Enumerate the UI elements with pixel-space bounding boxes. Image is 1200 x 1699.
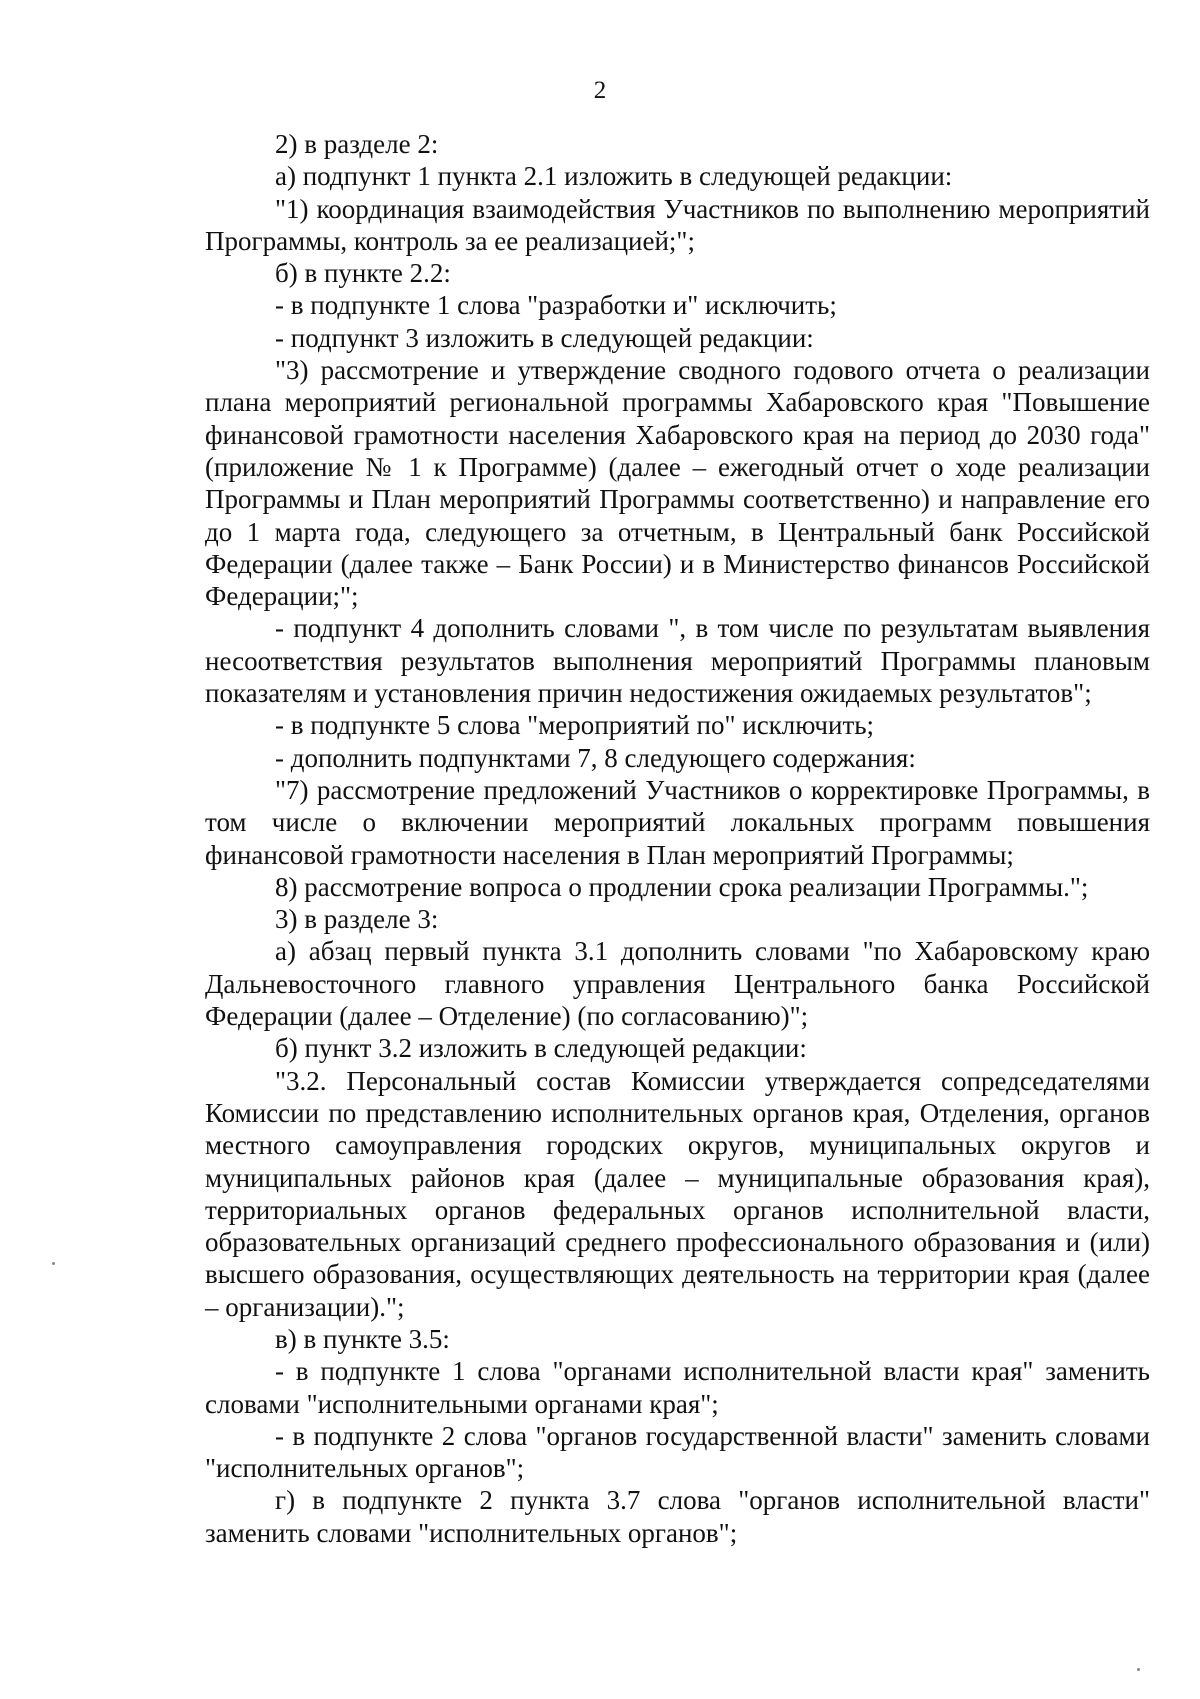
page-number: 2 [593, 77, 607, 104]
paragraph-item: 3) в разделе 3: [275, 904, 439, 935]
paragraph-item: "7) рассмотрение предложений Участников о корректировке Программы, в том числе о включении мероприятий локальных программ повышения финансовой грамотности населения в План мероприятий Программы; [205, 774, 1150, 870]
paragraph-item: - дополнить подпунктами 7, 8 следующего содержания: [275, 742, 916, 773]
paragraph-item: - подпункт 4 дополнить словами ", в том числе по результатам выявления несоответствия результатов выполнения мероприятий Программы плановым показателям и установления причин недостижения ожидаемых результатов"; [205, 613, 1150, 709]
paragraph-item: 8) рассмотрение вопроса о продлении срока реализации Программы."; [275, 871, 1089, 902]
paragraph-item: "3.2. Персональный состав Комиссии утверждается сопредседателями Комиссии по представлению исполнительных органов края, Отделения, органов местного самоуправления городских округов, муниципальных округов и муниципальных районов края (далее – муниципальные образования края), территориальных органов федеральных органов исполнительной власти, образовательных организаций среднего профессионального образования и (или) высшего образования, осуществляющих деятельность на территории края (далее – организации)."; [205, 1065, 1150, 1322]
paragraph-item: г) в подпункте 2 пункта 3.7 слова "органов исполнительной власти" заменить словами "исполнительных органов"; [205, 1485, 1150, 1548]
paragraph-item: "3) рассмотрение и утверждение сводного годового отчета о реализации плана мероприятий региональной программы Хабаровского края "Повышение финансовой грамотности населения Хабаровского края на период до 2030 года" (приложение № 1 к Программе) (далее – ежегодный отчет о ходе реализации Программы и План мероприятий Программы соответственно) и направление его до 1 марта года, следующего за отчетным, в Центральный банк Российской Федерации (далее также – Банк России) и в Министерство финансов Российской Федерации;"; [205, 355, 1150, 612]
scan-speck [1137, 1668, 1140, 1671]
paragraph-item: 2) в разделе 2: [275, 129, 439, 159]
paragraph-item: б) пункт 3.2 изложить в следующей редакции: [275, 1033, 807, 1064]
paragraph-item: - в подпункте 1 слова "разработки и" исключить; [275, 290, 837, 321]
paragraph-item: б) в пункте 2.2: [275, 258, 451, 289]
paragraph-item: "1) координация взаимодействия Участников по выполнению мероприятий Программы, контроль за ее реализацией;"; [205, 193, 1150, 256]
paragraph-item: - подпункт 3 изложить в следующей редакции: [275, 322, 814, 353]
paragraph-item: в) в пункте 3.5: [275, 1323, 450, 1354]
paragraph-item: - в подпункте 2 слова "органов государственной власти" заменить словами "исполнительных органов"; [205, 1420, 1150, 1484]
scan-speck [52, 1262, 55, 1265]
document-body [205, 128, 1150, 1549]
paragraph-item: - в подпункте 5 слова "мероприятий по" исключить; [275, 710, 875, 741]
paragraph-item: а) подпункт 1 пункта 2.1 изложить в следующей редакции: [275, 161, 953, 192]
paragraph-item: а) абзац первый пункта 3.1 дополнить словами "по Хабаровскому краю Дальневосточного главного управления Центрального банка Российской Федерации (далее – Отделение) (по согласованию)"; [205, 936, 1150, 1032]
paragraph-item: - в подпункте 1 слова "органами исполнительной власти края" заменить словами "исполнительными органами края"; [205, 1356, 1150, 1419]
